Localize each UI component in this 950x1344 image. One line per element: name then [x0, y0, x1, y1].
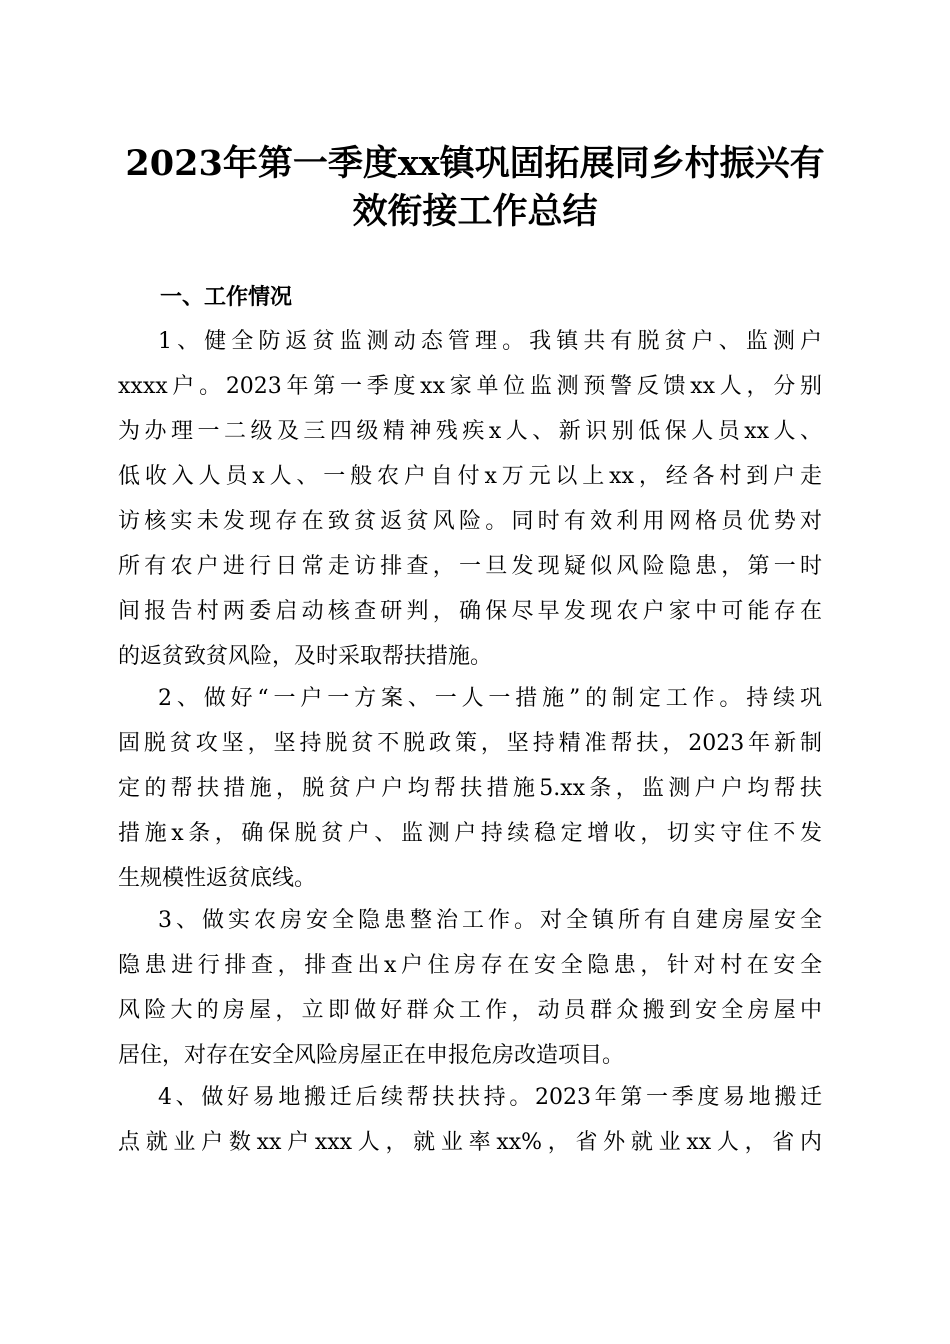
paragraph-monitoring [118, 319, 822, 679]
paragraph-line: 3、做实农房安全隐患整治工作。对全镇所有自建房屋安全 [158, 908, 822, 933]
paragraph-line: 为办理一二级及三四级精神残疾x人、新识别低保人员xx人、 [118, 419, 822, 444]
paragraph-relocation-support [118, 1075, 822, 1165]
title-line: 效衔接工作总结 [352, 191, 598, 232]
document-title [110, 140, 840, 236]
paragraph-line: 隐患进行排查，排查出x户住房存在安全隐患，针对村在安全 [118, 953, 822, 978]
paragraph-line: 所有农户进行日常走访排查，一旦发现疑似风险隐患，第一时 [118, 554, 822, 579]
section-heading-work-status: 一、工作情况 [160, 285, 293, 310]
paragraph-line: 间报告村两委启动核查研判，确保尽早发现农户家中可能存在 [118, 599, 822, 624]
paragraph-line: 措施x条，确保脱贫户、监测户持续稳定增收，切实守住不发 [118, 821, 822, 846]
paragraph-line: 固脱贫攻坚，坚持脱贫不脱政策，坚持精准帮扶，2023年新制 [118, 731, 822, 756]
paragraph-assistance-plan [118, 676, 822, 901]
paragraph-line: 低收入人员x人、一般农户自付x万元以上xx，经各村到户走 [118, 464, 822, 489]
paragraph-line: 定的帮扶措施，脱贫户户均帮扶措施5.xx条，监测户户均帮扶 [118, 776, 822, 801]
paragraph-line: 风险大的房屋，立即做好群众工作，动员群众搬到安全房屋中 [118, 998, 822, 1023]
paragraph-line: 点就业户数xx户xxx人，就业率xx%，省外就业xx人，省内 [118, 1130, 822, 1155]
paragraph-line: 访核实未发现存在致贫返贫风险。同时有效利用网格员优势对 [118, 509, 822, 534]
paragraph-line: 的返贫致贫风险，及时采取帮扶措施。 [118, 644, 493, 669]
paragraph-line: 生规模性返贫底线。 [118, 866, 317, 891]
title-line: 2023年第一季度xx镇巩固拓展同乡村振兴有 [125, 143, 825, 184]
paragraph-housing-safety [118, 898, 822, 1078]
paragraph-line: 4、做好易地搬迁后续帮扶扶持。2023年第一季度易地搬迁 [158, 1085, 822, 1110]
paragraph-line: xxxx户。2023年第一季度xx家单位监测预警反馈xx人，分别 [118, 374, 822, 399]
paragraph-line: 1、健全防返贫监测动态管理。我镇共有脱贫户、监测户 [158, 329, 822, 354]
paragraph-line: 居住，对存在安全风险房屋正在申报危房改造项目。 [118, 1043, 625, 1068]
paragraph-line: 2、做好“一户一方案、一人一措施”的制定工作。持续巩 [158, 686, 822, 711]
